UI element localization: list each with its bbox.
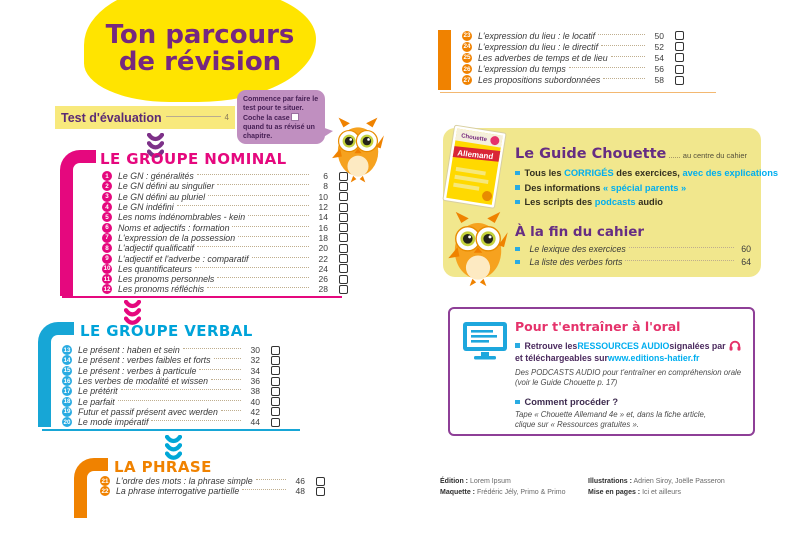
chapter-title: L'adjectif qualificatif: [118, 243, 195, 254]
chapter-number-badge: 21: [101, 477, 109, 485]
page-number: 10: [318, 191, 328, 202]
chapter-title: L'ordre des mots : la phrase simple: [116, 476, 253, 487]
revision-checkbox[interactable]: [271, 346, 280, 355]
chapter-number-badge: 22: [101, 487, 109, 495]
chapter-title: L'expression du lieu : le directif: [478, 41, 599, 52]
toc-row: [102, 202, 348, 212]
chapter-title: L'expression de la possession: [118, 232, 236, 243]
page-number: 4: [224, 113, 229, 122]
dotted-leader: [197, 246, 309, 247]
chapter-title: L'expression du lieu : le locatif: [478, 30, 596, 41]
toc-row: [462, 30, 684, 41]
chapter-title: Futur et passif présent avec werden: [78, 406, 218, 417]
toc-row: [462, 64, 684, 75]
chapter-number-badge: 26: [463, 65, 471, 73]
page-number: 52: [654, 41, 664, 52]
chapter-title: Les propositions subordonnées: [478, 75, 601, 86]
dotted-leader: [252, 257, 310, 258]
page-number: 20: [318, 243, 328, 254]
dotted-leader: [207, 287, 309, 288]
section-heading: LE GROUPE NOMINAL: [100, 150, 287, 168]
chapter-number-badge: 16: [63, 377, 71, 385]
chapter-title: Le présent : haben et sein: [78, 345, 180, 356]
revision-checkbox[interactable]: [339, 172, 348, 181]
section-heading: LA PHRASE: [114, 458, 212, 476]
square-bullet-icon: [515, 247, 520, 252]
revision-checkbox[interactable]: [339, 254, 348, 263]
page-number: 38: [250, 386, 260, 397]
revision-checkbox[interactable]: [339, 213, 348, 222]
download-line: et téléchargeables sur www.editions-hatier.fr: [515, 353, 700, 363]
toc-row: [102, 171, 348, 181]
guide-location: au centre du cahier: [682, 151, 747, 160]
entry-label: La liste des verbes forts: [529, 257, 623, 267]
toc-row: [62, 386, 280, 396]
square-bullet-icon: [515, 400, 520, 405]
toc-row: [102, 274, 348, 284]
dotted-leader: [121, 389, 241, 390]
revision-checkbox[interactable]: [339, 182, 348, 191]
dotted-leader: [118, 400, 241, 401]
chapter-title: Les quantificateurs: [118, 263, 192, 274]
page-number: 36: [250, 376, 260, 387]
dotted-leader: [232, 226, 309, 227]
checkbox-glyph: [291, 113, 299, 121]
chapter-number-badge: 1: [102, 171, 112, 181]
page-number: 6: [323, 171, 328, 182]
leader-line: [166, 116, 221, 117]
chapter-title: Le GN indéfini: [118, 202, 174, 213]
toc-row: [62, 366, 280, 376]
dotted-leader: [195, 267, 309, 268]
chapter-number-badge: 17: [63, 387, 71, 395]
computer-monitor-icon: [462, 321, 508, 361]
dotted-leader: [625, 260, 734, 261]
section-underline: [42, 429, 300, 431]
toc-row: [102, 233, 348, 243]
revision-checkbox[interactable]: [339, 264, 348, 273]
square-bullet-icon: [515, 171, 520, 176]
square-bullet-icon: [515, 185, 520, 190]
chapter-title: Les pronoms personnels: [118, 274, 215, 285]
chapter-number-badge: 13: [63, 346, 71, 354]
page-number: 16: [318, 222, 328, 233]
page-number: 26: [318, 274, 328, 285]
dotted-leader: [248, 215, 309, 216]
toc-row: [102, 192, 348, 202]
title-blob: [84, 0, 316, 102]
toc-row: [62, 345, 280, 355]
revision-checkbox[interactable]: [271, 418, 280, 427]
page-number: 12: [318, 202, 328, 213]
chapter-number-badge: 2: [102, 181, 112, 191]
square-bullet-icon: [515, 260, 520, 265]
credits-left: Édition : Lorem Ipsum Maquette : Frédéric Jély, Primo & Primo: [440, 478, 566, 496]
toc-row: [102, 253, 348, 263]
toc-row: [62, 407, 280, 417]
revision-checkbox[interactable]: [271, 397, 280, 406]
owl-speech-bubble: [237, 90, 325, 144]
guide-bullets: [515, 168, 778, 207]
chapter-title: Noms et adjectifs : formation: [118, 222, 230, 233]
guide-title: Le Guide Chouette: [515, 146, 667, 162]
chapter-number-badge: 14: [63, 356, 71, 364]
toc-row: [102, 181, 348, 191]
revision-checkbox[interactable]: [675, 65, 684, 74]
revision-checkbox[interactable]: [271, 356, 280, 365]
chapter-number-badge: 18: [63, 398, 71, 406]
page-number: 44: [250, 417, 260, 428]
dotted-leader: [601, 45, 645, 46]
toc-row: [462, 75, 684, 86]
podcast-note-line2: (voir le Guide Chouette p. 17): [515, 378, 618, 387]
dotted-leader: [177, 205, 309, 206]
how-to-line2: clique sur « Ressources gratuites ».: [515, 420, 639, 429]
toc-row: [515, 257, 751, 267]
editions-hatier-link[interactable]: www.editions-hatier.fr: [607, 353, 700, 363]
revision-checkbox[interactable]: [271, 366, 280, 375]
chapter-number-badge: 8: [102, 243, 112, 253]
toc-row: [102, 264, 348, 274]
page-number: 34: [250, 365, 260, 376]
square-bullet-icon: [515, 200, 520, 205]
page-number: 54: [654, 52, 664, 63]
chapter-title: Le mode impératif: [78, 417, 149, 428]
page-number: 24: [318, 263, 328, 274]
chapter-number-badge: 9: [102, 254, 112, 264]
page-number: 22: [318, 253, 328, 264]
toc-row: [462, 41, 684, 52]
revision-checkbox[interactable]: [339, 192, 348, 201]
revision-checkbox[interactable]: [675, 31, 684, 40]
chapter-number-badge: 3: [102, 192, 112, 202]
revision-checkbox[interactable]: [339, 223, 348, 232]
chapter-title: Les verbes de modalité et wissen: [78, 376, 209, 387]
dotted-leader: [217, 184, 309, 185]
page-number: 18: [318, 232, 328, 243]
page-number: 14: [318, 212, 328, 223]
chapter-number-badge: 20: [63, 418, 71, 426]
svg-text:Allemand: Allemand: [456, 148, 494, 162]
end-of-workbook-list: [515, 244, 751, 267]
toc-row: [62, 376, 280, 386]
toc-row: [102, 284, 348, 294]
chapter-title: Le prétérit: [78, 386, 118, 397]
chapter-title: Les adverbes de temps et de lieu: [478, 52, 608, 63]
chapter-number-badge: 25: [463, 54, 471, 62]
dotted-leader: [151, 420, 241, 421]
dotted-leader: [242, 489, 286, 490]
revision-checkbox[interactable]: [675, 53, 684, 62]
page-number: 30: [250, 345, 260, 356]
chapter-number-badge: 10: [103, 265, 111, 273]
chapter-title: Le GN : généralités: [118, 171, 194, 182]
chapter-title: Les pronoms réfléchis: [118, 284, 205, 295]
chapter-number-badge: 4: [102, 202, 112, 212]
chapter-title: Le GN défini au singulier: [118, 181, 215, 192]
section-bar: [438, 30, 451, 90]
revision-checkbox[interactable]: [316, 477, 325, 486]
chapter-title: Le présent : verbes à particule: [78, 365, 197, 376]
dotted-leader: [569, 67, 645, 68]
page-number: 42: [250, 406, 260, 417]
chapter-number-badge: 27: [463, 76, 471, 84]
dotted-leader: [211, 379, 241, 380]
chapter-title: Le GN défini au pluriel: [118, 191, 206, 202]
chapter-number-badge: 5: [102, 212, 112, 222]
chapter-number-badge: 7: [102, 233, 112, 243]
dotted-leader: [669, 157, 679, 158]
dotted-leader: [199, 369, 241, 370]
chapter-number-badge: 11: [103, 275, 111, 283]
toc-row: [515, 244, 751, 254]
how-to-heading: Comment procéder ?: [515, 397, 618, 407]
dotted-leader: [217, 277, 309, 278]
toc-row: [62, 396, 280, 406]
toc-row: [102, 212, 348, 222]
toc-row: [102, 222, 348, 232]
bubble-text: Commence par faire le test pour te situer. Coche la case: [243, 96, 319, 123]
square-bullet-icon: [515, 343, 520, 348]
dotted-leader: [611, 56, 645, 57]
revision-checkbox[interactable]: [675, 42, 684, 51]
chapter-title: Les noms indénombrables - kein: [118, 212, 246, 223]
page-number: 60: [741, 244, 751, 254]
section-underline: [62, 296, 342, 298]
chapter-title: L'adjectif et l'adverbe : comparatif: [118, 253, 249, 264]
guide-bullet: Les scripts des podcasts audio: [515, 197, 778, 207]
section-underline: [440, 92, 716, 93]
page-number: 64: [741, 257, 751, 267]
dotted-leader: [197, 174, 309, 175]
page-title: Ton parcours de révision: [105, 19, 295, 77]
revision-checkbox[interactable]: [316, 487, 325, 496]
headphones-icon: [729, 340, 741, 351]
toc-row: [100, 476, 325, 486]
page-number: 46: [295, 476, 305, 487]
chapter-title: Le présent : verbes faibles et forts: [78, 355, 211, 366]
chapter-number-badge: 23: [463, 32, 471, 40]
audio-resources-line: Retrouve les RESSOURCES AUDIO signalées par: [515, 340, 741, 351]
page-number: 28: [318, 284, 328, 295]
dotted-leader: [598, 34, 645, 35]
page-number: 48: [295, 486, 305, 497]
test-evaluation-entry: [55, 106, 235, 129]
page-number: 32: [250, 355, 260, 366]
dotted-leader: [603, 78, 645, 79]
how-to-line1: Tape « Chouette Allemand 4e » et, dans la fiche article,: [515, 410, 707, 419]
dotted-leader: [629, 247, 734, 248]
bubble-text-2: quand tu as révisé un chapitre.: [243, 124, 315, 141]
dotted-leader: [221, 410, 241, 411]
guide-bullet: Des informations « spécial parents »: [515, 183, 778, 193]
toc-row: [62, 355, 280, 365]
page-number: 40: [250, 396, 260, 407]
credits-right: Illustrations : Adrien Siroy, Joëlle Passeron Mise en pages : Ici et ailleurs: [588, 478, 725, 496]
guide-bullet: Tous les CORRIGÉS des exercices, avec des explications: [515, 168, 778, 178]
dotted-leader: [238, 236, 309, 237]
revision-checkbox[interactable]: [271, 387, 280, 396]
chapter-number-badge: 6: [102, 223, 112, 233]
svg-text:Chouette: Chouette: [460, 133, 488, 144]
dotted-leader: [256, 479, 286, 480]
oral-title: Pour t'entraîner à l'oral: [515, 319, 681, 334]
chapter-title: La phrase interrogative partielle: [116, 486, 240, 497]
chapter-title: Le parfait: [78, 396, 115, 407]
revision-checkbox[interactable]: [339, 275, 348, 284]
toc-row: [100, 486, 325, 496]
page-number: 50: [654, 30, 664, 41]
page-number: 56: [654, 64, 664, 75]
section-heading: LE GROUPE VERBAL: [80, 322, 253, 340]
section-bracket: [60, 150, 96, 296]
dotted-leader: [208, 195, 309, 196]
chapter-number-badge: 12: [103, 285, 111, 293]
entry-label: Le lexique des exercices: [529, 244, 626, 254]
podcast-note-line1: Des PODCASTS AUDIO pour t'entraîner en compréhension orale: [515, 368, 742, 377]
owl-mascot-icon: [447, 210, 509, 288]
toc-row: [102, 243, 348, 253]
toc-row: [462, 52, 684, 63]
revision-checkbox[interactable]: [339, 285, 348, 294]
dotted-leader: [214, 358, 241, 359]
revision-checkbox[interactable]: [675, 76, 684, 85]
chapter-number-badge: 15: [63, 367, 71, 375]
toc-row: [62, 417, 280, 427]
revision-checkbox[interactable]: [271, 407, 280, 416]
end-of-workbook-title: À la fin du cahier: [515, 224, 645, 240]
revision-checkbox[interactable]: [339, 233, 348, 242]
page-number: 58: [654, 75, 664, 86]
revision-checkbox[interactable]: [271, 377, 280, 386]
revision-checkbox[interactable]: [339, 203, 348, 212]
chapter-number-badge: 24: [463, 43, 471, 51]
chapter-number-badge: 19: [63, 408, 71, 416]
test-evaluation-label: Test d'évaluation: [61, 110, 162, 125]
oral-training-box: [448, 307, 755, 436]
guide-title-row: [515, 146, 747, 162]
revision-checkbox[interactable]: [339, 244, 348, 253]
chapter-title: L'expression du temps: [478, 64, 566, 75]
dotted-leader: [183, 348, 241, 349]
page-number: 8: [323, 181, 328, 192]
